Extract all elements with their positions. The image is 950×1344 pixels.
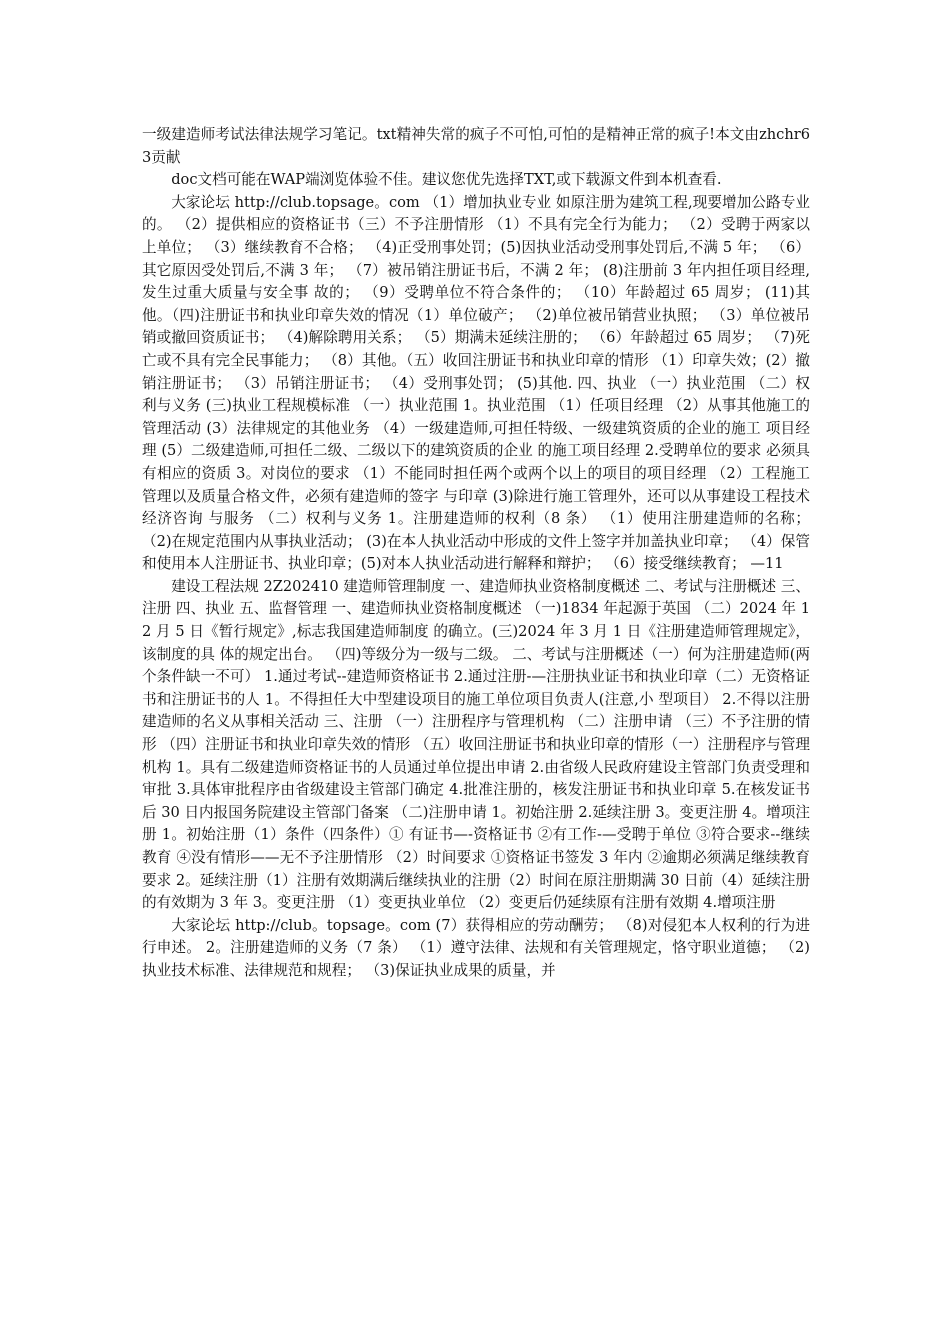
paragraph-forum-obligations: 大家论坛 http://club。topsage。com (7）获得相应的劳动酬劳； （8)对侵犯本人权利的行为进行申述。 2。注册建造师的义务（7 条） （1）遵守法律、法规和有关管理规定，恪守职业道德； （2)执业技术标准、法律规范和规程； （3)保证执业成果的质量，并 <box>142 916 810 979</box>
paragraph-title-line: 一级建造师考试法律法规学习笔记。txt精神失常的疯子不可怕,可怕的是精神正常的疯子!本文由zhchr63贡献 <box>142 126 810 166</box>
paragraph-construction-law: 建设工程法规 2Z202410 建造师管理制度 一、建造师执业资格制度概述 二、考试与注册概述 三、注册 四、执业 五、监督管理 一、建造师执业资格制度概述 （一)1834 年起源于英国 （二）2024 年 12 月 5 日《暂行规定》,标志我国建造师制度 的确立。(三)2024 年 3 月 1 日《注册建造师管理规定》，该制度的具 体的规定出台。 （四)等级分为一级与二级。 二、考试与注册概述（一）何为注册建造师(两个条件缺一不可） 1.通过考试--建造师资格证书 2.通过注册-—注册执业证书和执业印章（二）无资格证书和注册证书的人 1。不得担任大中型建设项目的施工单位项目负责人(注意,小 型项目） 2.不得以注册建造师的名义从事相关活动 三、注册 （一）注册程序与管理机构 （二）注册申请 （三）不予注册的情形 （四）注册证书和执业印章失效的情形 （五）收回注册证书和执业印章的情形（一）注册程序与管理机构 1。具有二级建造师资格证书的人员通过单位提出申请 2.由省级人民政府建设主管部门负责受理和审批 3.具体审批程序由省级建设主管部门确定 4.批准注册的，核发注册证书和执业印章 5.在核发证书后 30 日内报国务院建设主管部门备案 （二)注册申请 1。初始注册 2.延续注册 3。变更注册 4。增项注册 1。初始注册（1）条件（四条件）① 有证书—-资格证书 ②有工作-—受聘于单位 ③符合要求--继续教育 ④没有情形——无不予注册情形 （2）时间要求 ①资格证书签发 3 年内 ②逾期必须满足继续教育要求 2。延续注册（1）注册有效期满后继续执业的注册（2）时间在原注册期满 30 日前（4）延续注册的有效期为 3 年 3。变更注册 （1）变更执业单位 （2）变更后仍延续原有注册有效期 4.增项注册 <box>142 577 810 912</box>
paragraph-doc-notice: doc文档可能在WAP端浏览体验不佳。建议您优先选择TXT,或下载源文件到本机查看. <box>171 171 722 189</box>
paragraph-forum-registration: 大家论坛 http://club.topsage。com （1）增加执业专业 如原注册为建筑工程,现要增加公路专业的。 （2）提供相应的资格证书（三）不予注册情形 （1）不具有完全行为能力； （2）受聘于两家以上单位； （3）继续教育不合格； （4)正受刑事处罚；(5)因执业活动受刑事处罚后,不满 5 年； （6）其它原因受处罚后,不满 3 年； （7）被吊销注册证书后，不满 2 年； (8)注册前 3 年内担任项目经理,发生过重大质量与安全事 故的； （9）受聘单位不符合条件的； （10）年龄超过 65 周岁； (11)其他。（四)注册证书和执业印章失效的情况（1）单位破产； （2)单位被吊销营业执照； （3）单位被吊销或撤回资质证书； （4)解除聘用关系； （5）期满未延续注册的； （6）年龄超过 65 周岁； （7)死亡或不具有完全民事能力； （8）其他。（五）收回注册证书和执业印章的情形 （1）印章失效；(2）撤销注册证书； （3）吊销注册证书； （4）受刑事处罚； (5)其他. 四、执业 （一）执业范围 （二）权利与义务 (三)执业工程规模标准 （一）执业范围 1。执业范围 （1）任项目经理 （2）从事其他施工的管理活动 (3）法律规定的其他业务 （4）一级建造师,可担任特级、一级建筑资质的企业的施工 项目经理 (5）二级建造师,可担任二级、二级以下的建筑资质的企业 的施工项目经理 2.受聘单位的要求 必须具有相应的资质 3。对岗位的要求 （1）不能同时担任两个或两个以上的项目的项目经理 （2）工程施工管理以及质量合格文件，必须有建造师的签字 与印章 (3)除进行施工管理外，还可以从事建设工程技术经济咨询 与服务 （二）权利与义务 1。注册建造师的权利（8 条） （1）使用注册建造师的名称； （2)在规定范围内从事执业活动； (3)在本人执业活动中形成的文件上签字并加盖执业印章； （4）保管和使用本人注册证书、执业印章；(5)对本人执业活动进行解释和辩护； （6）接受继续教育； —11 <box>142 193 810 573</box>
document-body <box>142 124 810 983</box>
